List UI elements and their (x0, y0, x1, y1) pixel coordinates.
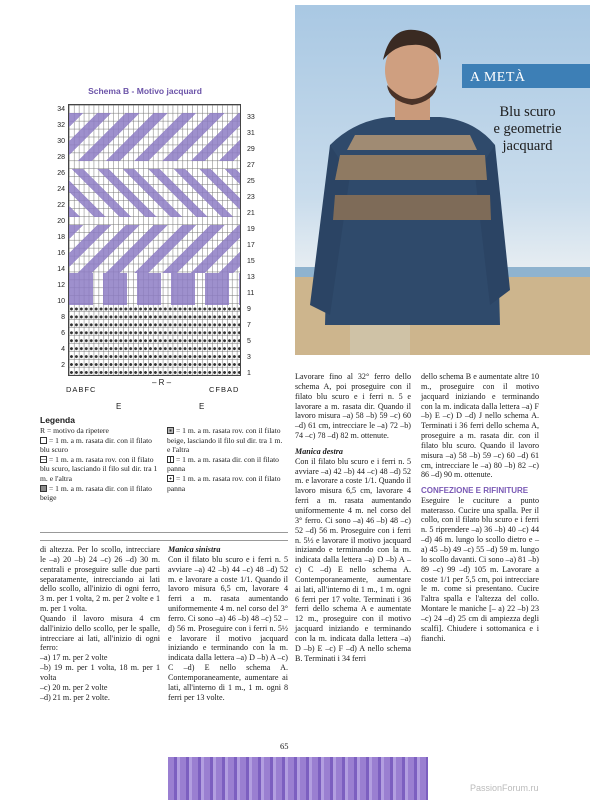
row-number: 21 (247, 210, 255, 217)
divider (40, 540, 288, 541)
model-photo (295, 5, 590, 355)
section-label: A METÀ (470, 70, 526, 85)
square-empty-icon (40, 437, 47, 444)
motif-band (69, 113, 240, 161)
row-number: 15 (247, 258, 255, 265)
legend-item: = 1 m. a m. rasata rov. con il filato panna (167, 473, 281, 493)
row-number: 23 (247, 194, 255, 201)
square-plus-icon (167, 475, 174, 482)
row-number: 6 (61, 330, 65, 337)
row-number: 34 (57, 106, 65, 113)
row-number: 28 (57, 154, 65, 161)
row-number: 11 (247, 290, 255, 297)
row-number: 3 (247, 354, 251, 361)
edge-label-right: E (199, 402, 205, 411)
square-dot-icon (167, 427, 174, 434)
legend-item: = 1 m. a m. rasata dir. con il filato blu scuro (40, 435, 152, 455)
motif-band (69, 225, 240, 273)
row-number: 32 (57, 122, 65, 129)
paragraph: Lavorare fino al 32° ferro dello schema A, poi proseguire con il filato blu scuro e i ferri n. 5 e lavorare a m. rasata dir. Quando il lavoro misura –a) 58 –b) 59 –c) 60 –d) 61 cm, intrecciare le –a) 72 –b) 74 –c) 78 –d) 82 m. ottenute. (295, 372, 411, 441)
paragraph: dello schema B e aumentate altre 10 m., proseguire con il motivo jacquard iniziando e terminando con la m. indicata dalla lettera –a) F –b) E –c) D –d) J nello schema A. Terminati i 36 ferri dello schema A, proseguire a m. rasata dir. con il filato blu scuro. Quando il lavoro misura –a) 58 –b) 59 –c) 60 –d) 61 cm, intrecciare le –a) 80 –b) 82 –c) 86 –d) 90 m. ottenute. (421, 372, 539, 480)
legend-item: = 1 m. a m. rasata rov. con il filato beige, lasciando il filo sul dir. tra 1 m. e l'altra (167, 426, 283, 455)
row-number: 5 (247, 338, 251, 345)
chart-title: Schema B - Motivo jacquard (88, 86, 202, 96)
row-number: 24 (57, 186, 65, 193)
motif-band (69, 273, 240, 305)
section-heading: CONFEZIONE E RIFINITURE (421, 486, 529, 496)
row-number: 17 (247, 242, 255, 249)
legend-item: = 1 m. a m. rasata rov. con il filato blu scuro, lasciando il filo sul dir. tra 1 m. e l'altra (40, 454, 158, 483)
row-number: 27 (247, 162, 255, 169)
section-heading: Manica destra (295, 446, 343, 456)
page-number: 65 (280, 741, 289, 751)
bottom-letters-right: CFBAD (209, 385, 240, 394)
paragraph: Con il filato blu scuro e i ferri n. 5 avviare –a) 42 –b) 44 –c) 48 –d) 52 m. e lavorare a coste 1/1. Quando il lavoro misura 6,5 cm, lavorare 4 ferri a m. rasata aumentando uniformemente 4 m. nel corso del 3° ferro. Ci sono –a) 46 –b) 48 –c) 52 –d) 56 m. Proseguire con i ferri n. 5½ e lavorare il motivo jacquard iniziando e terminando con la m. indicata dalla lettera –a) D –b) A –c) C –d) E nello schema A. Contemporaneamente, aumentare ai lati, all'interno di 1 m., 1 m. ogni 8 ferri per 13 volte. (168, 554, 288, 702)
row-number: 18 (57, 234, 65, 241)
jacquard-grid (68, 104, 241, 376)
square-gray-icon (40, 485, 47, 492)
row-number: 1 (247, 370, 251, 377)
paragraph: Eseguire le cuciture a punto materasso. Cucire una spalla. Per il collo, con il filato blu scuro e i ferri n. 5 riprendere –a) 36 –b) 40 –c) 44 –d) 46 m. lungo lo scollo dietro e –a) 45 –b) 49 –c) 55 –d) 59 m. lungo lo scollo davanti. Ci sono –a) 81 –b) 89 –c) 99 –d) 105 m. Lavorare a coste 1/1 per 5,5 cm, poi intrecciare le m. come si presentano. Cucire l'altra spalla e l'altezza del collo. Montare le maniche [– a) 22 –b) 23 –c) 24 –d) 25 cm di ampiezza degli scalfi]. Chiudere i sottomanica e i fianchi. (421, 495, 539, 643)
paragraph: –d) 21 m. per 2 volte. (40, 692, 110, 702)
row-number: 12 (57, 282, 65, 289)
row-number: 14 (57, 266, 65, 273)
row-number: 22 (57, 202, 65, 209)
headline: Blu scuro e geometrie jacquard (493, 104, 562, 154)
row-number: 31 (247, 130, 255, 137)
text-column-4 (421, 372, 539, 643)
paragraph: Quando il lavoro misura 4 cm dall'inizio dello scollo, per le spalle, intrecciare ai lati, all'inizio di ogni ferro: (40, 613, 160, 653)
row-number: 10 (57, 298, 65, 305)
paragraph: –a) 17 m. per 2 volte (40, 653, 108, 663)
row-number: 29 (247, 146, 255, 153)
section-heading: Manica sinistra (168, 545, 221, 554)
paragraph: di altezza. Per lo scollo, intrecciare le –a) 20 –b) 24 –c) 26 –d) 30 m. centrali e proseguire sulle due parti separatamente, intrecciando ai lati dello scollo, all'inizio di ogni ferro, 3 m. per 1 volta, 2 m. per 2 volte e 1 m. per 1 volta. (40, 545, 160, 614)
row-number: 13 (247, 274, 255, 281)
legend-title: Legenda (40, 415, 75, 425)
motif-band (69, 169, 240, 217)
row-number: 9 (247, 306, 251, 313)
paragraph: –b) 19 m. per 1 volta, 18 m. per 1 volta (40, 663, 160, 682)
row-number: 25 (247, 178, 255, 185)
row-number: 33 (247, 114, 255, 121)
sweater-model-image (295, 5, 590, 355)
paragraph: –c) 20 m. per 2 volte (40, 682, 108, 692)
square-line-icon (167, 456, 174, 463)
text-column-1 (40, 545, 160, 703)
row-number: 19 (247, 226, 255, 233)
text-column-2 (168, 545, 288, 703)
legend (40, 415, 285, 503)
divider (40, 532, 288, 533)
square-dash-icon (40, 456, 47, 463)
repeat-label: – R – (152, 378, 172, 387)
watermark: PassionForum.ru (470, 783, 539, 793)
legend-item: = 1 m. a m. rasata dir. con il filato panna (167, 454, 279, 474)
row-number: 4 (61, 346, 65, 353)
row-number: 16 (57, 250, 65, 257)
row-number: 30 (57, 138, 65, 145)
dot-rows (69, 305, 240, 376)
row-number: 7 (247, 322, 251, 329)
bottom-letters-left: DABFC (66, 385, 97, 394)
legend-item: = 1 m. a m. rasata dir. con il filato beige (40, 483, 152, 503)
row-number: 8 (61, 314, 65, 321)
legend-item: R = motivo da ripetere (40, 426, 109, 435)
row-number: 26 (57, 170, 65, 177)
row-number: 2 (61, 362, 65, 369)
text-column-3 (295, 372, 411, 663)
row-number: 20 (57, 218, 65, 225)
paragraph: Con il filato blu scuro e i ferri n. 5 avviare –a) 42 –b) 44 –c) 48 –d) 52 m. e lavorare a coste 1/1. Quando il lavoro misura 6,5 cm, lavorare 4 ferri a m. rasata aumentando uniformemente 4 m. nel corso del 3° ferro. Ci sono –a) 46 –b) 48 –c) 52 –d) 56 m. Proseguire con i ferri n. 5½ e lavorare il motivo jacquard iniziando e terminando con la m. indicata dalla lettera –a) D –b) A –c) C –d) E nello schema A. Contemporaneamente, aumentare ai lati, all'interno di 1 m., 1 m. ogni 6 ferri per 17 volte. Terminati i 36 ferri dello schema A e aumentate 12 m., proseguire con il motivo jacquard iniziando e terminando con la m. indicata dalla lettera –a) D –b) E –c) F –d) A nello schema B. Terminati i 34 ferri (295, 456, 411, 663)
edge-label-left: E (116, 402, 122, 411)
knit-swatch (168, 757, 428, 800)
